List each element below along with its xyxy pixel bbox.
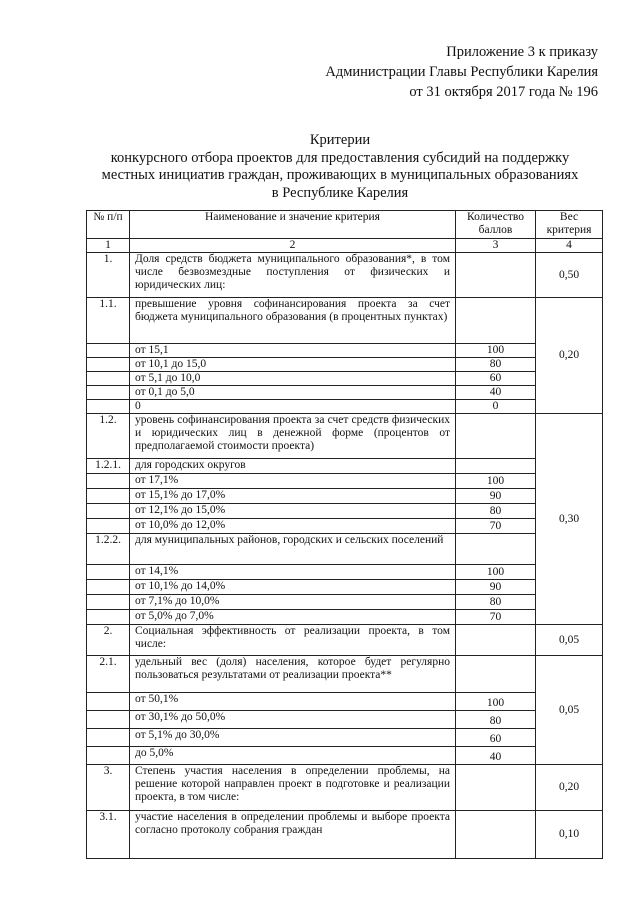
criteria-table <box>86 210 603 859</box>
row-points: 80 <box>456 595 536 610</box>
table-row <box>87 459 603 474</box>
row-points: 100 <box>456 344 536 358</box>
row-weight: 0,05 <box>536 625 603 656</box>
row-points: 100 <box>456 474 536 489</box>
colnum-3: 3 <box>456 239 536 253</box>
row-num: 1. <box>87 253 130 298</box>
table-row <box>87 729 603 747</box>
colnum-4: 4 <box>536 239 603 253</box>
row-weight: 0,10 <box>536 811 603 859</box>
row-desc: от 5,1 до 10,0 <box>130 372 456 386</box>
title-line-2: местных инициатив граждан, проживающих в муниципальных образованиях <box>101 167 579 183</box>
table-row <box>87 534 603 565</box>
row-desc: от 17,1% <box>130 474 456 489</box>
row-points: 100 <box>456 693 536 711</box>
row-desc: до 5,0% <box>130 747 456 765</box>
row-points <box>456 765 536 811</box>
row-weight: 0,05 <box>536 656 603 765</box>
row-points: 80 <box>456 358 536 372</box>
appendix-line-1: Приложение 3 к приказу <box>446 44 598 60</box>
row-desc: от 10,0% до 12,0% <box>130 519 456 534</box>
row-points <box>456 414 536 459</box>
table-row <box>87 253 603 298</box>
table-row <box>87 489 603 504</box>
row-desc: от 30,1% до 50,0% <box>130 711 456 729</box>
document-title <box>80 132 600 202</box>
header-weight: Вес критерия <box>536 211 603 239</box>
title-line-1: конкурсного отбора проектов для предоставления субсидий на поддержку <box>110 149 570 166</box>
row-desc: от 5,0% до 7,0% <box>130 610 456 625</box>
table-row <box>87 358 603 372</box>
row-points <box>456 459 536 474</box>
row-desc: от 10,1% до 14,0% <box>130 580 456 595</box>
row-desc: 0 <box>130 400 456 414</box>
row-points: 70 <box>456 610 536 625</box>
row-desc: Степень участия населения в определении проблемы, на решение которой направлен проект в подготовке и реализации проекта, в том числе: <box>130 765 456 811</box>
row-desc: от 12,1% до 15,0% <box>130 504 456 519</box>
row-points <box>456 298 536 344</box>
row-desc: от 50,1% <box>130 693 456 711</box>
row-desc: от 7,1% до 10,0% <box>130 595 456 610</box>
row-points: 90 <box>456 489 536 504</box>
row-weight: 0,20 <box>536 765 603 811</box>
row-points <box>456 811 536 859</box>
row-num: 3. <box>87 765 130 811</box>
row-weight: 0,30 <box>536 414 603 625</box>
row-num: 3.1. <box>87 811 130 859</box>
appendix-header <box>325 42 598 102</box>
row-desc: Социальная эффективность от реализации проекта, в том числе: <box>130 625 456 656</box>
table-row <box>87 656 603 693</box>
row-desc: от 15,1 <box>130 344 456 358</box>
table-row <box>87 414 603 459</box>
row-points: 80 <box>456 711 536 729</box>
row-points <box>456 656 536 693</box>
table-row <box>87 298 603 344</box>
row-desc: для муниципальных районов, городских и сельских поселений <box>130 534 456 565</box>
row-desc: удельный вес (доля) населения, которое будет регулярно пользоваться результатами от реализации проекта** <box>130 656 456 693</box>
row-desc: превышение уровня софинансирования проекта за счет бюджета муниципального образования (в процентных пунктах) <box>130 298 456 344</box>
table-row <box>87 504 603 519</box>
row-desc: от 5,1% до 30,0% <box>130 729 456 747</box>
header-points: Количество баллов <box>456 211 536 239</box>
colnum-1: 1 <box>87 239 130 253</box>
title-line-3: в Республике Карелия <box>271 184 409 201</box>
row-desc: от 15,1% до 17,0% <box>130 489 456 504</box>
row-points: 70 <box>456 519 536 534</box>
row-points: 60 <box>456 372 536 386</box>
row-points: 40 <box>456 386 536 400</box>
table-row <box>87 519 603 534</box>
row-points <box>456 253 536 298</box>
row-points <box>456 625 536 656</box>
row-points: 80 <box>456 504 536 519</box>
row-desc: участие населения в определении проблемы и выборе проекта согласно протоколу собрания граждан <box>130 811 456 859</box>
colnum-2: 2 <box>130 239 456 253</box>
row-desc: от 14,1% <box>130 565 456 580</box>
row-points: 100 <box>456 565 536 580</box>
table-row <box>87 625 603 656</box>
appendix-line-2: Администрации Главы Республики Карелия <box>325 64 598 80</box>
row-num: 2. <box>87 625 130 656</box>
row-points: 60 <box>456 729 536 747</box>
row-desc: уровень софинансирования проекта за счет средств физических и юридических лиц в денежной форме (процентов от предполагаемой стоимости проекта) <box>130 414 456 459</box>
row-weight: 0,20 <box>536 298 603 414</box>
table-row <box>87 580 603 595</box>
row-num: 1.1. <box>87 298 130 344</box>
table-row <box>87 765 603 811</box>
table-row <box>87 400 603 414</box>
table-row <box>87 372 603 386</box>
row-num: 1.2.2. <box>87 534 130 565</box>
row-desc: от 10,1 до 15,0 <box>130 358 456 372</box>
table-row <box>87 386 603 400</box>
table-row <box>87 610 603 625</box>
row-points <box>456 534 536 565</box>
header-num: № п/п <box>87 211 130 239</box>
row-desc: Доля средств бюджета муниципального образования*, в том числе безвозмездные поступления от физических и юридических лиц: <box>130 253 456 298</box>
table-row <box>87 595 603 610</box>
row-num: 1.2. <box>87 414 130 459</box>
table-row <box>87 474 603 489</box>
table-row <box>87 693 603 711</box>
row-points: 40 <box>456 747 536 765</box>
row-weight: 0,50 <box>536 253 603 298</box>
appendix-line-3: от 31 октября 2017 года № 196 <box>409 84 598 100</box>
row-num: 2.1. <box>87 656 130 693</box>
table-row <box>87 344 603 358</box>
row-desc: для городских округов <box>130 459 456 474</box>
table-row <box>87 747 603 765</box>
header-name: Наименование и значение критерия <box>130 211 456 239</box>
row-num: 1.2.1. <box>87 459 130 474</box>
row-desc: от 0,1 до 5,0 <box>130 386 456 400</box>
table-row <box>87 811 603 859</box>
table-row <box>87 711 603 729</box>
row-points: 0 <box>456 400 536 414</box>
row-points: 90 <box>456 580 536 595</box>
title-main: Критерии <box>309 132 371 148</box>
table-row <box>87 565 603 580</box>
